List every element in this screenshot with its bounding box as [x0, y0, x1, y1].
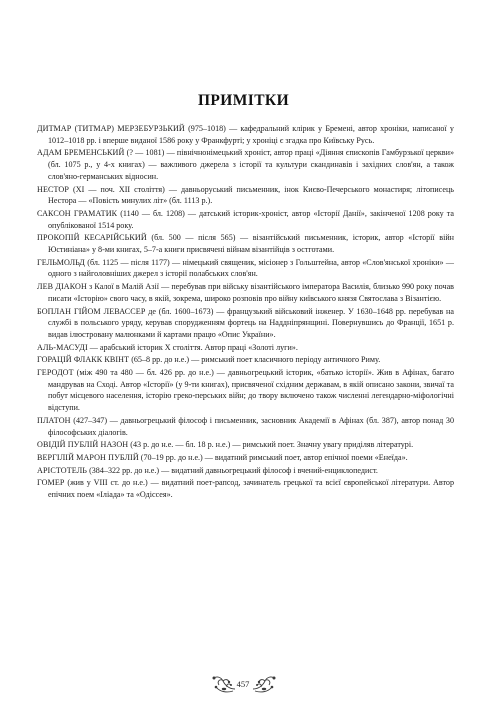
- note-entry: [37, 147, 454, 182]
- note-entry: [37, 232, 454, 255]
- note-entry: [37, 354, 454, 366]
- note-entry-text: (бл. 500 — після 565) — візантійський письменник, історик, автор «Історії війн Юстиніана» у 8-ми книгах, 5–7-а книги присвячені війнам візантійців з остготами.: [48, 233, 454, 255]
- note-entry: [37, 439, 454, 451]
- note-entry-name: АДАМ БРЕМЕНСЬКИЙ: [37, 148, 125, 158]
- note-entry-text: (жив у VIII ст. до н.е.) — видатний поет-рапсод, зачинатель грецької та всієї європейської літератури. Автор епічних поем «Іліада» та «Одіссея».: [48, 478, 454, 500]
- note-entry-name: САКСОН ГРАМАТИК: [37, 208, 118, 218]
- note-entry-text: (975–1018) — кафедральний клірик у Бремені, автор хроніки, написаної у 1012–1018 рр. і вперше виданої 1586 року у Франкфурті; у хроніці є згадка про Київську Русь.: [48, 124, 454, 145]
- note-entry: [37, 208, 454, 231]
- note-entry-text: (XI — поч. XII століття) — давньоруський письменник, інок Києво-Печерського монастиря; літописець Нестора — «Повість минулих літ» (бл. 1113 р.).: [48, 184, 454, 206]
- note-entry-text: (65–8 рр. до н.е.) — римський поет класичного періоду античного Риму.: [129, 355, 381, 365]
- note-entry-name: БОПЛАН ГІЙОМ ЛЕВАССЕР: [37, 306, 146, 316]
- note-entry-text: (43 р. до н.е. — бл. 18 р. н.е.) — римський поет. Значну увагу приділяв літературі.: [128, 440, 414, 450]
- note-entry: [37, 477, 454, 500]
- note-entry-name: ГЕЛЬМОЛЬД: [37, 257, 85, 267]
- note-entry-text: з Калої в Малій Азії — перебував при війську візантійського імператора Василія, близько 990 року почав писати «Історію» свого часу, в якій, зокрема, широко розповів про війну київського князя Святослава з Візантією.: [48, 282, 454, 303]
- notes-list: [37, 123, 454, 502]
- page-number: 457: [236, 679, 250, 689]
- note-entry-text: (бл. 1125 — після 1177) — німецький священик, місіонер з Гольштейна, автор «Слов'янської хроніки» — одного з найголовніших джерел з історії полабських слов'ян.: [48, 257, 454, 279]
- note-entry: [37, 281, 454, 304]
- note-entry-name: ОВІДІЙ ПУБЛІЙ НАЗОН: [37, 440, 129, 450]
- note-entry-name: ДИТМАР (ТИТМАР) МЕРЗЕБУРЗЬКИЙ: [37, 124, 185, 133]
- note-entry-name: ВЕРГІЛІЙ МАРОН ПУБЛІЙ: [37, 452, 139, 462]
- note-entry-name: ПЛАТОН: [37, 415, 71, 425]
- note-entry: [37, 465, 454, 477]
- note-entry: [37, 367, 454, 414]
- note-entry-text: (? — 1081) — північнонімецький хроніст, автор праці «Діяння єпископів Гамбурзької церкви» (бл. 1075 р., у 4-х книгах) — важливого джерела з історії та культури скандинавів і західних слов'ян, а також слов'яно-германських відносин.: [48, 148, 454, 181]
- note-entry-text: (384–322 рр. до н.е.) — видатний давньогрецький філософ і вчений-енциклопедист.: [87, 465, 378, 475]
- note-entry-text: — арабський історик X століття. Автор праці «Золоті луги».: [87, 342, 298, 352]
- note-entry-text: (між 490 та 480 — бл. 426 рр. до н.е.) — давньогрецький історик, «батько історії». Жив в Афінах, багато мандрував на Сході. Автор «Історії» (у 9-ти книгах), присвяченої східним державам, в якій описано закони, звичаї та побут місцевого населення, історію греко-перських війн; до твору включено також численні легендарно-міфологічні відступи.: [48, 368, 454, 413]
- note-entry: [37, 184, 454, 207]
- note-entry-text: де (бл. 1600–1673) — французький військовий інженер. У 1630–1648 рр. перебував на службі в польського уряду, керував спорудженням фортець на Наддніпрянщині. Повернувшись до Франції, 1651 р. видав ілюстровану малюнками й картами працю «Опис України».: [48, 306, 454, 339]
- note-entry-text: (1140 — бл. 1208) — датський історик-хроніст, автор «Історії Данії», закінченої 1208 року та опублікованої 1514 року.: [48, 208, 454, 230]
- floral-ornament-icon: [251, 673, 277, 697]
- note-entry-name: ЛЕВ ДІАКОН: [37, 282, 87, 292]
- page-title: ПРИМІТКИ: [197, 92, 290, 109]
- note-entry-name: ГОМЕР: [37, 478, 65, 488]
- note-entry: [37, 342, 454, 354]
- note-entry: [37, 415, 454, 438]
- note-entry-name: АЛЬ-МАСУДІ: [37, 342, 88, 352]
- note-entry-name: ГЕРОДОТ: [37, 368, 74, 378]
- note-entry: [37, 306, 454, 341]
- note-entry-text: (70–19 рр. до н.е.) — видатний римський поет, автор епічної поеми «Енеїда».: [138, 452, 408, 462]
- note-entry: [37, 123, 454, 146]
- note-entry-name: НЕСТОР: [37, 184, 69, 194]
- note-entry-text: (427–347) — давньогрецький філософ і письменник, засновник Академії в Афінах (бл. 387), автор понад 30 філософських діалогів.: [48, 415, 454, 437]
- page-footer: [0, 673, 487, 699]
- note-entry-name: ПРОКОПІЙ КЕСАРІЙСЬКИЙ: [37, 233, 147, 243]
- note-entry-name: АРІСТОТЕЛЬ: [37, 465, 88, 475]
- note-entry: [37, 257, 454, 280]
- note-entry-name: ГОРАЦІЙ ФЛАКК КВІНТ: [37, 355, 130, 365]
- note-entry: [37, 452, 454, 464]
